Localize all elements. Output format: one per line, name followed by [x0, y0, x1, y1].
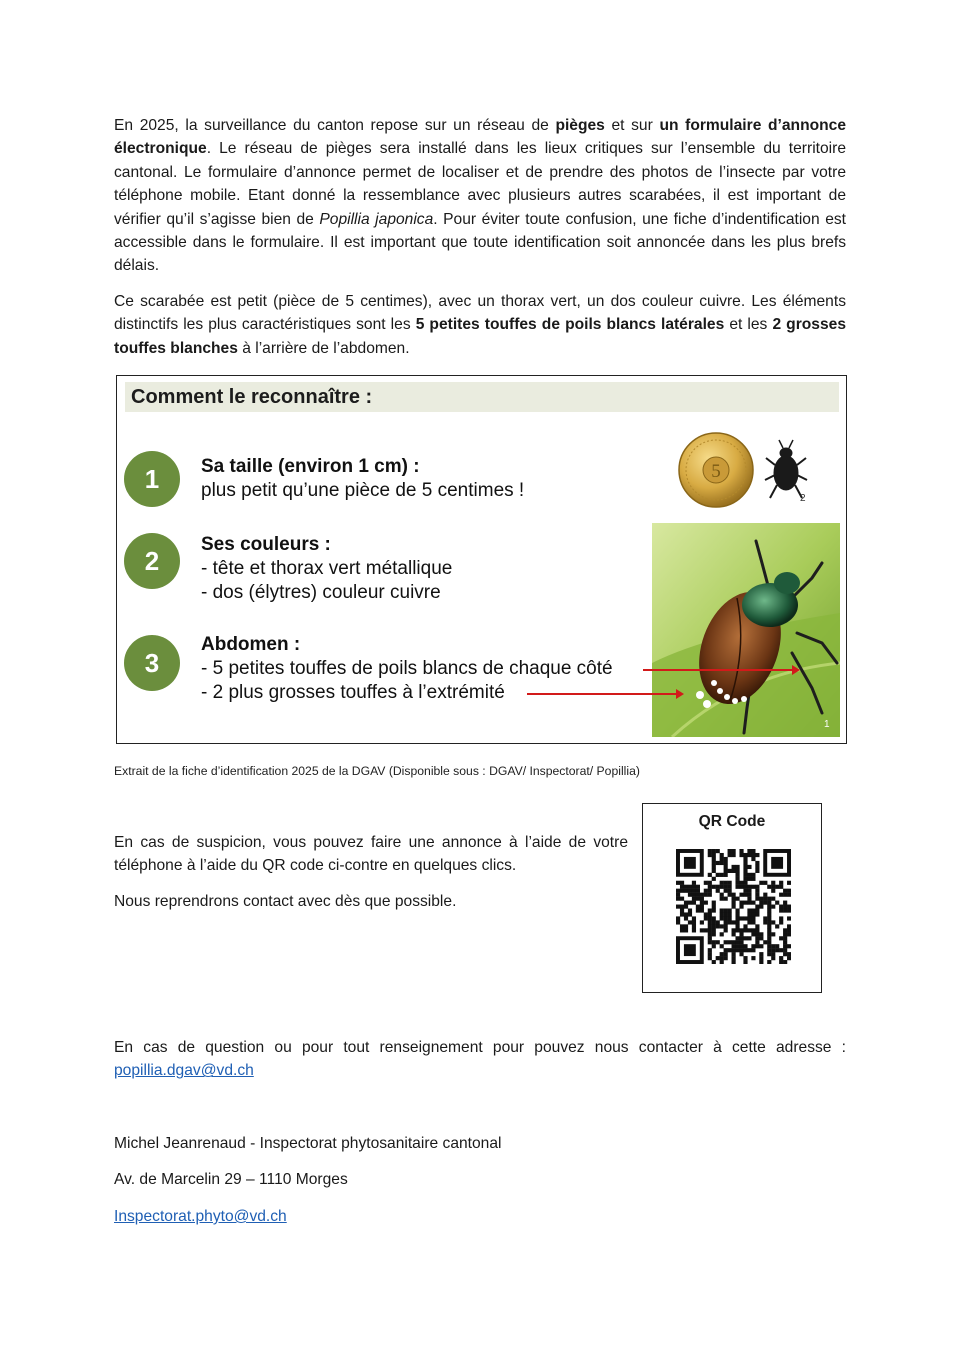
step-2-heading: Ses couleurs : — [201, 534, 331, 555]
qr-code-title: QR Code — [698, 813, 766, 830]
arrow-end-tufts — [527, 693, 677, 695]
contact-email-link[interactable]: popillia.dgav@vd.ch — [114, 1062, 254, 1080]
intro-paragraph-2 — [114, 290, 846, 360]
report-paragraph-1: En cas de suspicion, vous pouvez faire une annonce à l’aide de votre téléphone à l’aide du QR code ci-contre en quelques clics. — [114, 834, 628, 875]
step-number-1: 1 — [124, 451, 180, 507]
step-3-heading: Abdomen : — [201, 634, 301, 655]
text-run: à l’arrière de l’abdomen. — [237, 339, 410, 357]
text-run: . Le réseau de pièges sera installé dans les lieux critiques sur l’ensemble du territoire cantonal. Le formulaire d’annonce permet de localiser et de prendre des photos de l’insecte par votre téléphone mobile. Etant donné la ressemblance avec plusieurs autres scarabées, il est important de vérifier qu’il s’agisse bien de — [114, 140, 846, 228]
signature-name: Michel Jeanrenaud - Inspectorat phytosanitaire cantonal — [114, 1135, 502, 1152]
figure-title: Comment le reconnaître : — [131, 386, 373, 408]
qr-code-image[interactable] — [676, 849, 791, 964]
text-run: et les — [724, 316, 773, 334]
bold-run: 2 grosses touffes blanches — [114, 316, 846, 357]
step-1-heading: Sa taille (environ 1 cm) : — [201, 456, 420, 477]
italic-run: Popillia japonica — [319, 210, 434, 228]
coin-icon — [678, 430, 818, 510]
bold-run: pièges — [555, 117, 605, 134]
coin-comparison — [678, 430, 818, 515]
step-number-2: 2 — [124, 533, 180, 589]
photo-reference-number: 1 — [824, 719, 830, 730]
report-paragraph-2: Nous reprendrons contact avec dès que possible. — [114, 892, 457, 910]
step-1-text — [201, 455, 524, 503]
beetle-silhouette-icon — [765, 440, 807, 498]
qr-code-box — [642, 803, 822, 993]
step-2-text — [201, 533, 452, 605]
beetle-photo — [652, 523, 840, 737]
signature-email-link[interactable]: Inspectorat.phyto@vd.ch — [114, 1208, 287, 1225]
arrow-side-tufts — [643, 669, 793, 671]
text-run: Ce scarabée est petit (pièce de 5 centimes), avec un thorax vert, un dos couleur cuivre. Les éléments distinctifs les plus caractéristiques sont les — [114, 293, 846, 334]
signature-address: Av. de Marcelin 29 – 1110 Morges — [114, 1171, 348, 1188]
contact-section — [114, 1036, 846, 1083]
step-2-line-2: - dos (élytres) couleur cuivre — [201, 582, 441, 603]
identification-figure — [116, 375, 847, 744]
step-3-line-2: - 2 plus grosses touffes à l’extrémité — [201, 682, 505, 703]
bold-run: 5 petites touffes de poils blancs latérales — [415, 316, 725, 334]
coin-reference-number: 2 — [800, 493, 806, 504]
intro-paragraph-1 — [114, 114, 846, 278]
report-section — [114, 831, 628, 913]
coin-value: 5 — [711, 461, 721, 482]
step-1-line-1: plus petit qu’une pièce de 5 centimes ! — [201, 480, 525, 501]
contact-paragraph — [114, 1036, 846, 1083]
step-number-3: 3 — [124, 635, 180, 691]
contact-text: En cas de question ou pour tout renseignement pour pouvez nous contacter à cette adresse : — [114, 1039, 846, 1056]
step-2-line-1: - tête et thorax vert métallique — [201, 558, 453, 579]
text-run: . Pour éviter toute confusion, une fiche d’indentification est accessible dans le formulaire. Il est important que toute identification soit annoncée dans les plus brefs délais. — [114, 210, 846, 275]
step-3-line-1: - 5 petites touffes de poils blancs de chaque côté — [201, 658, 613, 679]
text-run: En 2025, la surveillance du canton repose sur un réseau de — [114, 117, 556, 134]
text-run: et sur — [604, 117, 660, 134]
bold-run: un formulaire d’annonce électronique — [114, 117, 846, 158]
signature-email-line — [114, 1205, 287, 1228]
figure-title-bar — [125, 382, 839, 412]
figure-caption: Extrait de la fiche d’identification 2025 de la DGAV (Disponible sous : DGAV/ Inspectorat/ Popillia) — [114, 764, 640, 778]
japanese-beetle-image — [652, 523, 840, 737]
